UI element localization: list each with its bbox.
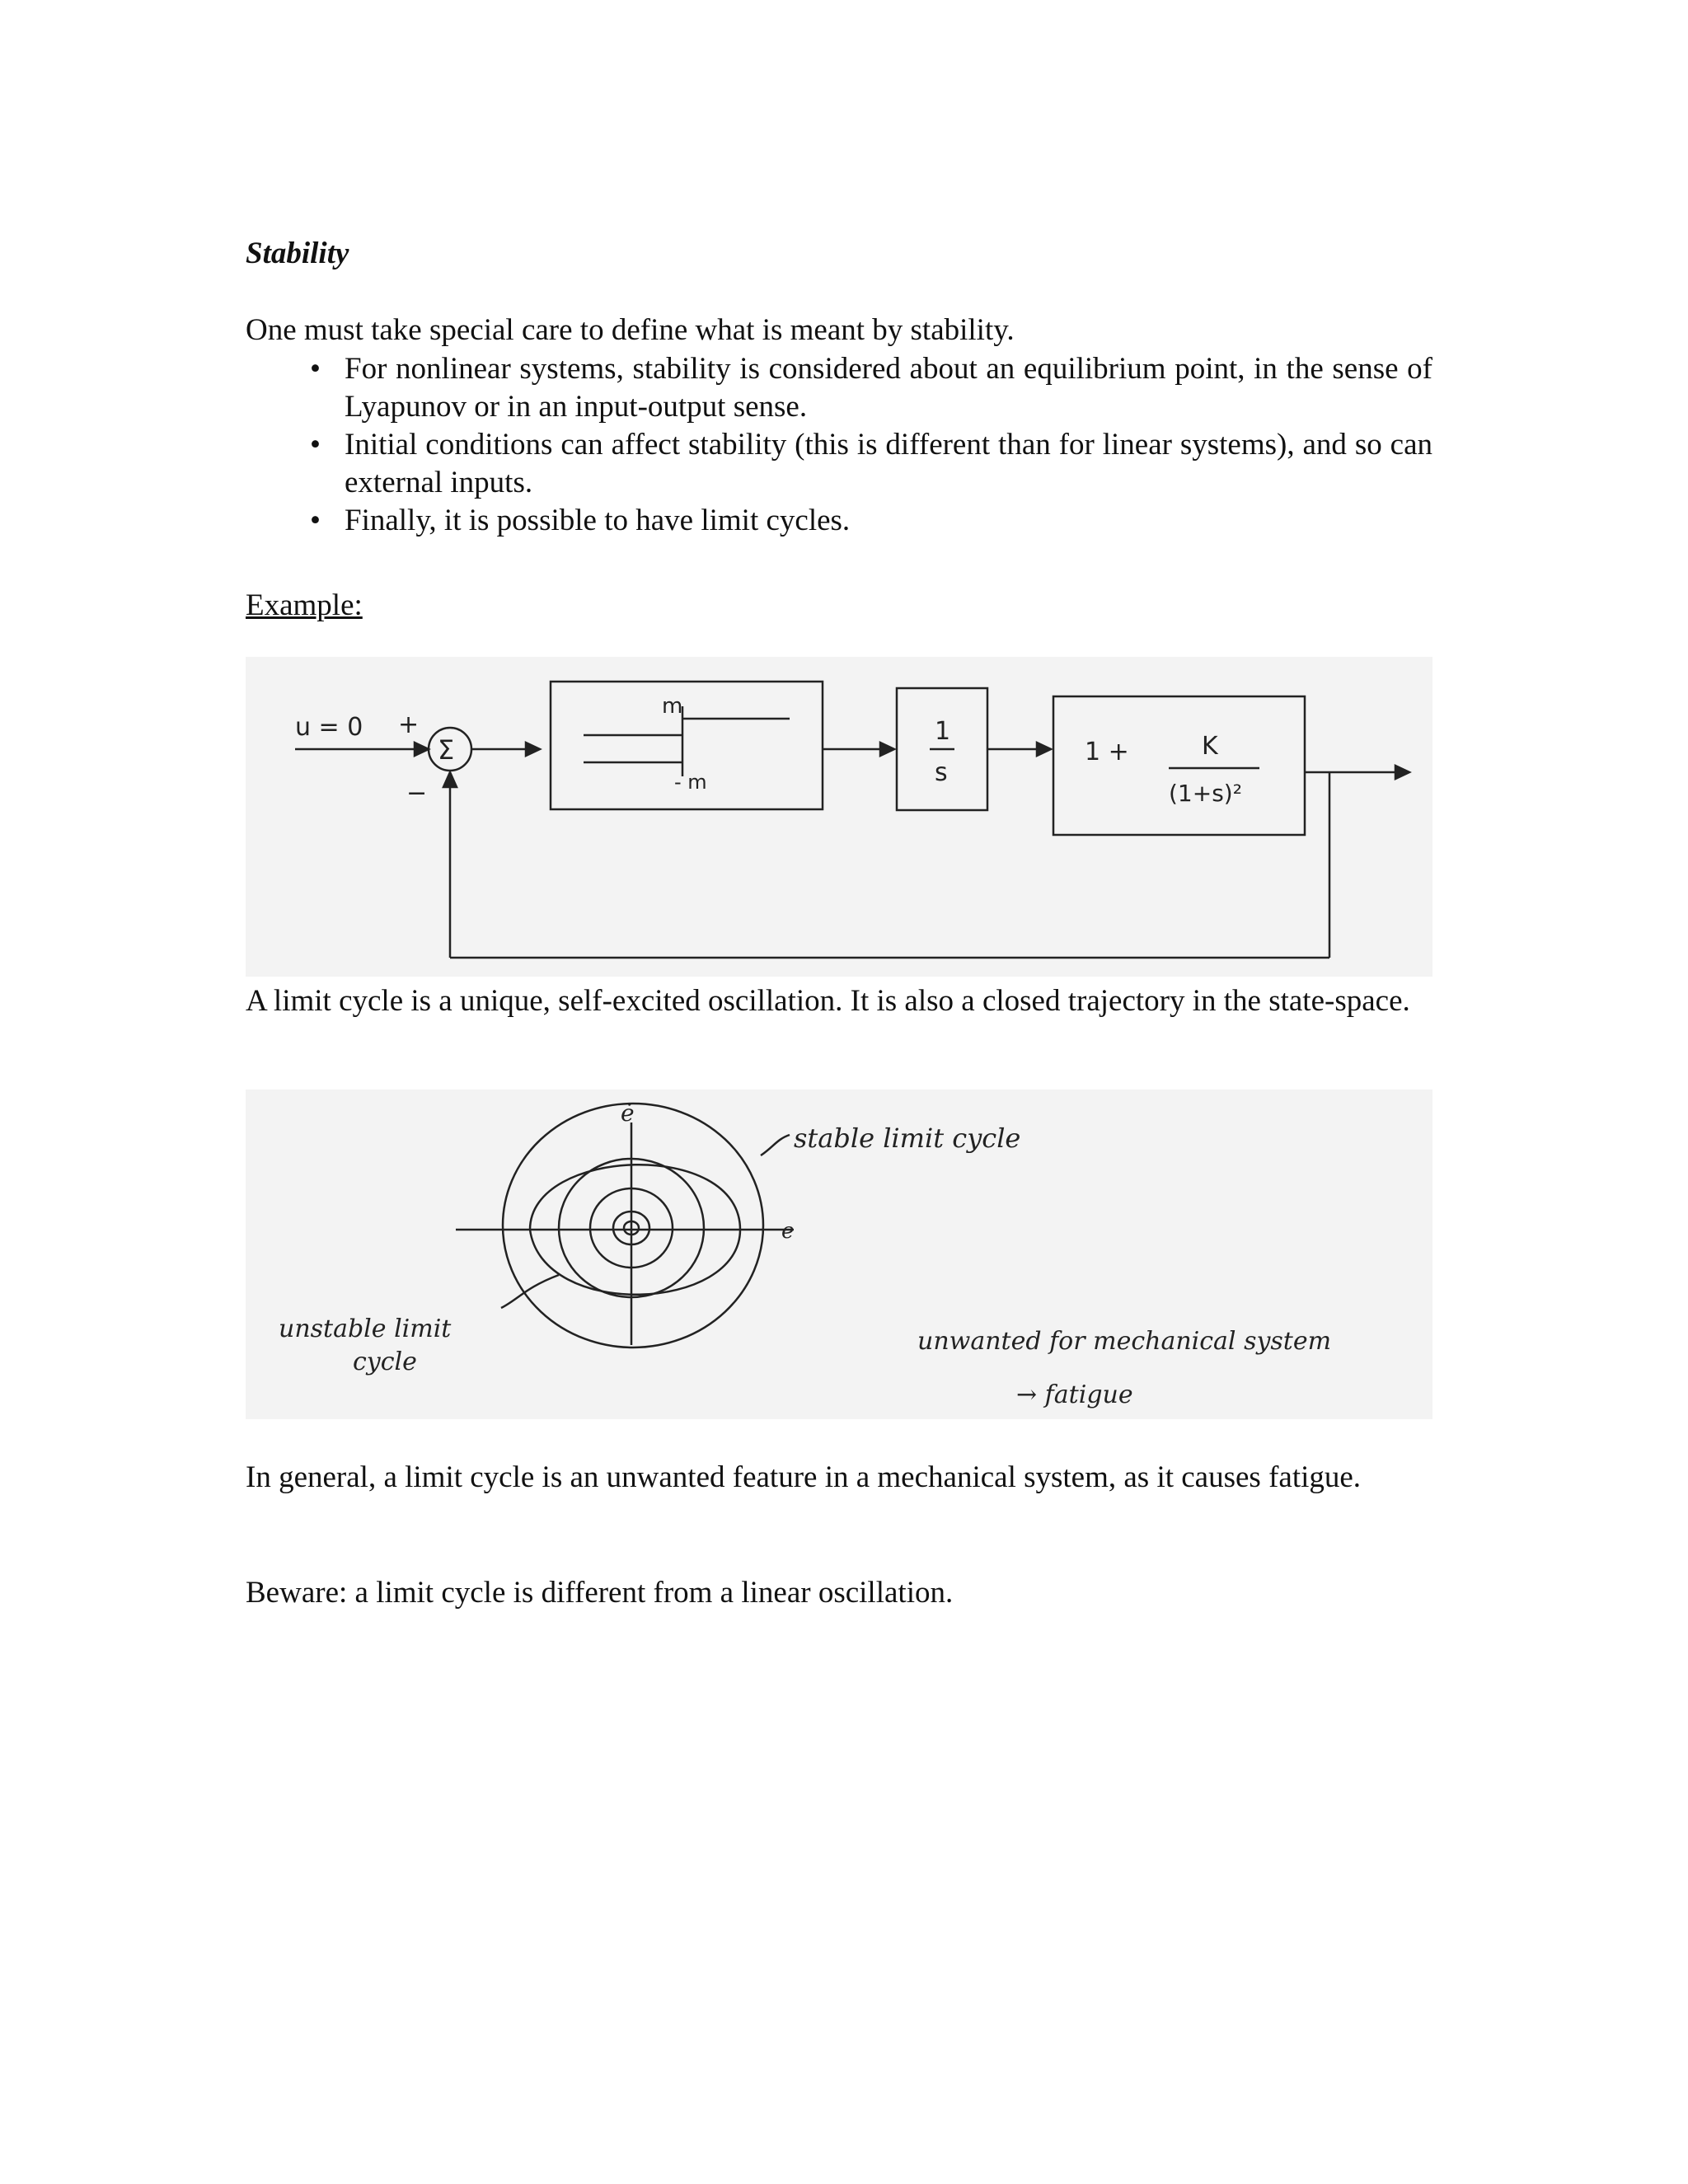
intro-paragraph: One must take special care to define what is meant by stability. <box>246 313 1015 347</box>
input-label: u = 0 <box>295 713 363 742</box>
bullet-text: Finally, it is possible to have limit cycles. <box>345 504 851 537</box>
relay-lower-label: - m <box>674 771 707 794</box>
sum-symbol: Σ <box>438 734 455 766</box>
arrow-head-icon <box>415 743 429 756</box>
fatigue-note-line2: → fatigue <box>1016 1380 1133 1409</box>
y-axis-label: ė <box>621 1099 635 1127</box>
unstable-cycle-label-line2: cycle <box>353 1347 417 1376</box>
arrow-head-icon <box>443 772 457 787</box>
bullet-item <box>246 502 1432 540</box>
arrow-head-icon <box>1037 743 1051 756</box>
limit-cycle-paragraph: A limit cycle is a unique, self-excited oscillation. It is also a closed trajectory in the state-space. <box>246 984 1410 1018</box>
stable-cycle-label: stable limit cycle <box>794 1122 1021 1154</box>
bullet-dot-icon: • <box>310 428 321 462</box>
phase-plot <box>246 1090 1432 1419</box>
block-diagram <box>246 657 1432 977</box>
plant-denominator: (1+s)² <box>1169 780 1242 807</box>
minus-sign: − <box>406 779 428 808</box>
plus-sign: + <box>398 710 420 739</box>
relay-upper-label: m <box>662 694 683 719</box>
beware-paragraph: Beware: a limit cycle is different from a linear oscillation. <box>246 1576 954 1610</box>
bullet-text: For nonlinear systems, stability is considered about an equilibrium point, in the sense of Lyapunov or in an input-output sense. <box>345 352 1432 424</box>
stable-leader-line <box>761 1135 790 1155</box>
bullet-item <box>246 426 1432 502</box>
unstable-cycle-label-line1: unstable limit <box>279 1315 452 1343</box>
bullet-dot-icon: • <box>310 504 321 537</box>
unstable-leader-line <box>501 1275 559 1308</box>
section-heading: Stability <box>246 237 349 270</box>
stable-limit-cycle <box>503 1104 763 1347</box>
phase-plot-figure <box>246 1090 1432 1419</box>
fatigue-note-line1: unwanted for mechanical system <box>917 1327 1332 1356</box>
arrow-head-icon <box>1395 766 1409 779</box>
bullet-list <box>246 350 1432 540</box>
plant-prefix: 1 + <box>1085 738 1129 766</box>
arrow-head-icon <box>526 743 540 756</box>
arrow-head-icon <box>880 743 894 756</box>
integrator-numerator: 1 <box>935 717 951 746</box>
general-paragraph: In general, a limit cycle is an unwanted feature in a mechanical system, as it causes fatigue. <box>246 1460 1362 1494</box>
x-axis-label: e <box>781 1219 795 1244</box>
block-diagram-figure <box>246 657 1432 977</box>
plant-numerator: K <box>1202 732 1218 761</box>
integrator-denominator: s <box>935 758 948 787</box>
example-label: Example: <box>246 588 363 622</box>
bullet-dot-icon: • <box>310 352 321 386</box>
bullet-item <box>246 350 1432 426</box>
bullet-text: Initial conditions can affect stability (this is different than for linear systems), and so can external inputs. <box>345 428 1432 499</box>
